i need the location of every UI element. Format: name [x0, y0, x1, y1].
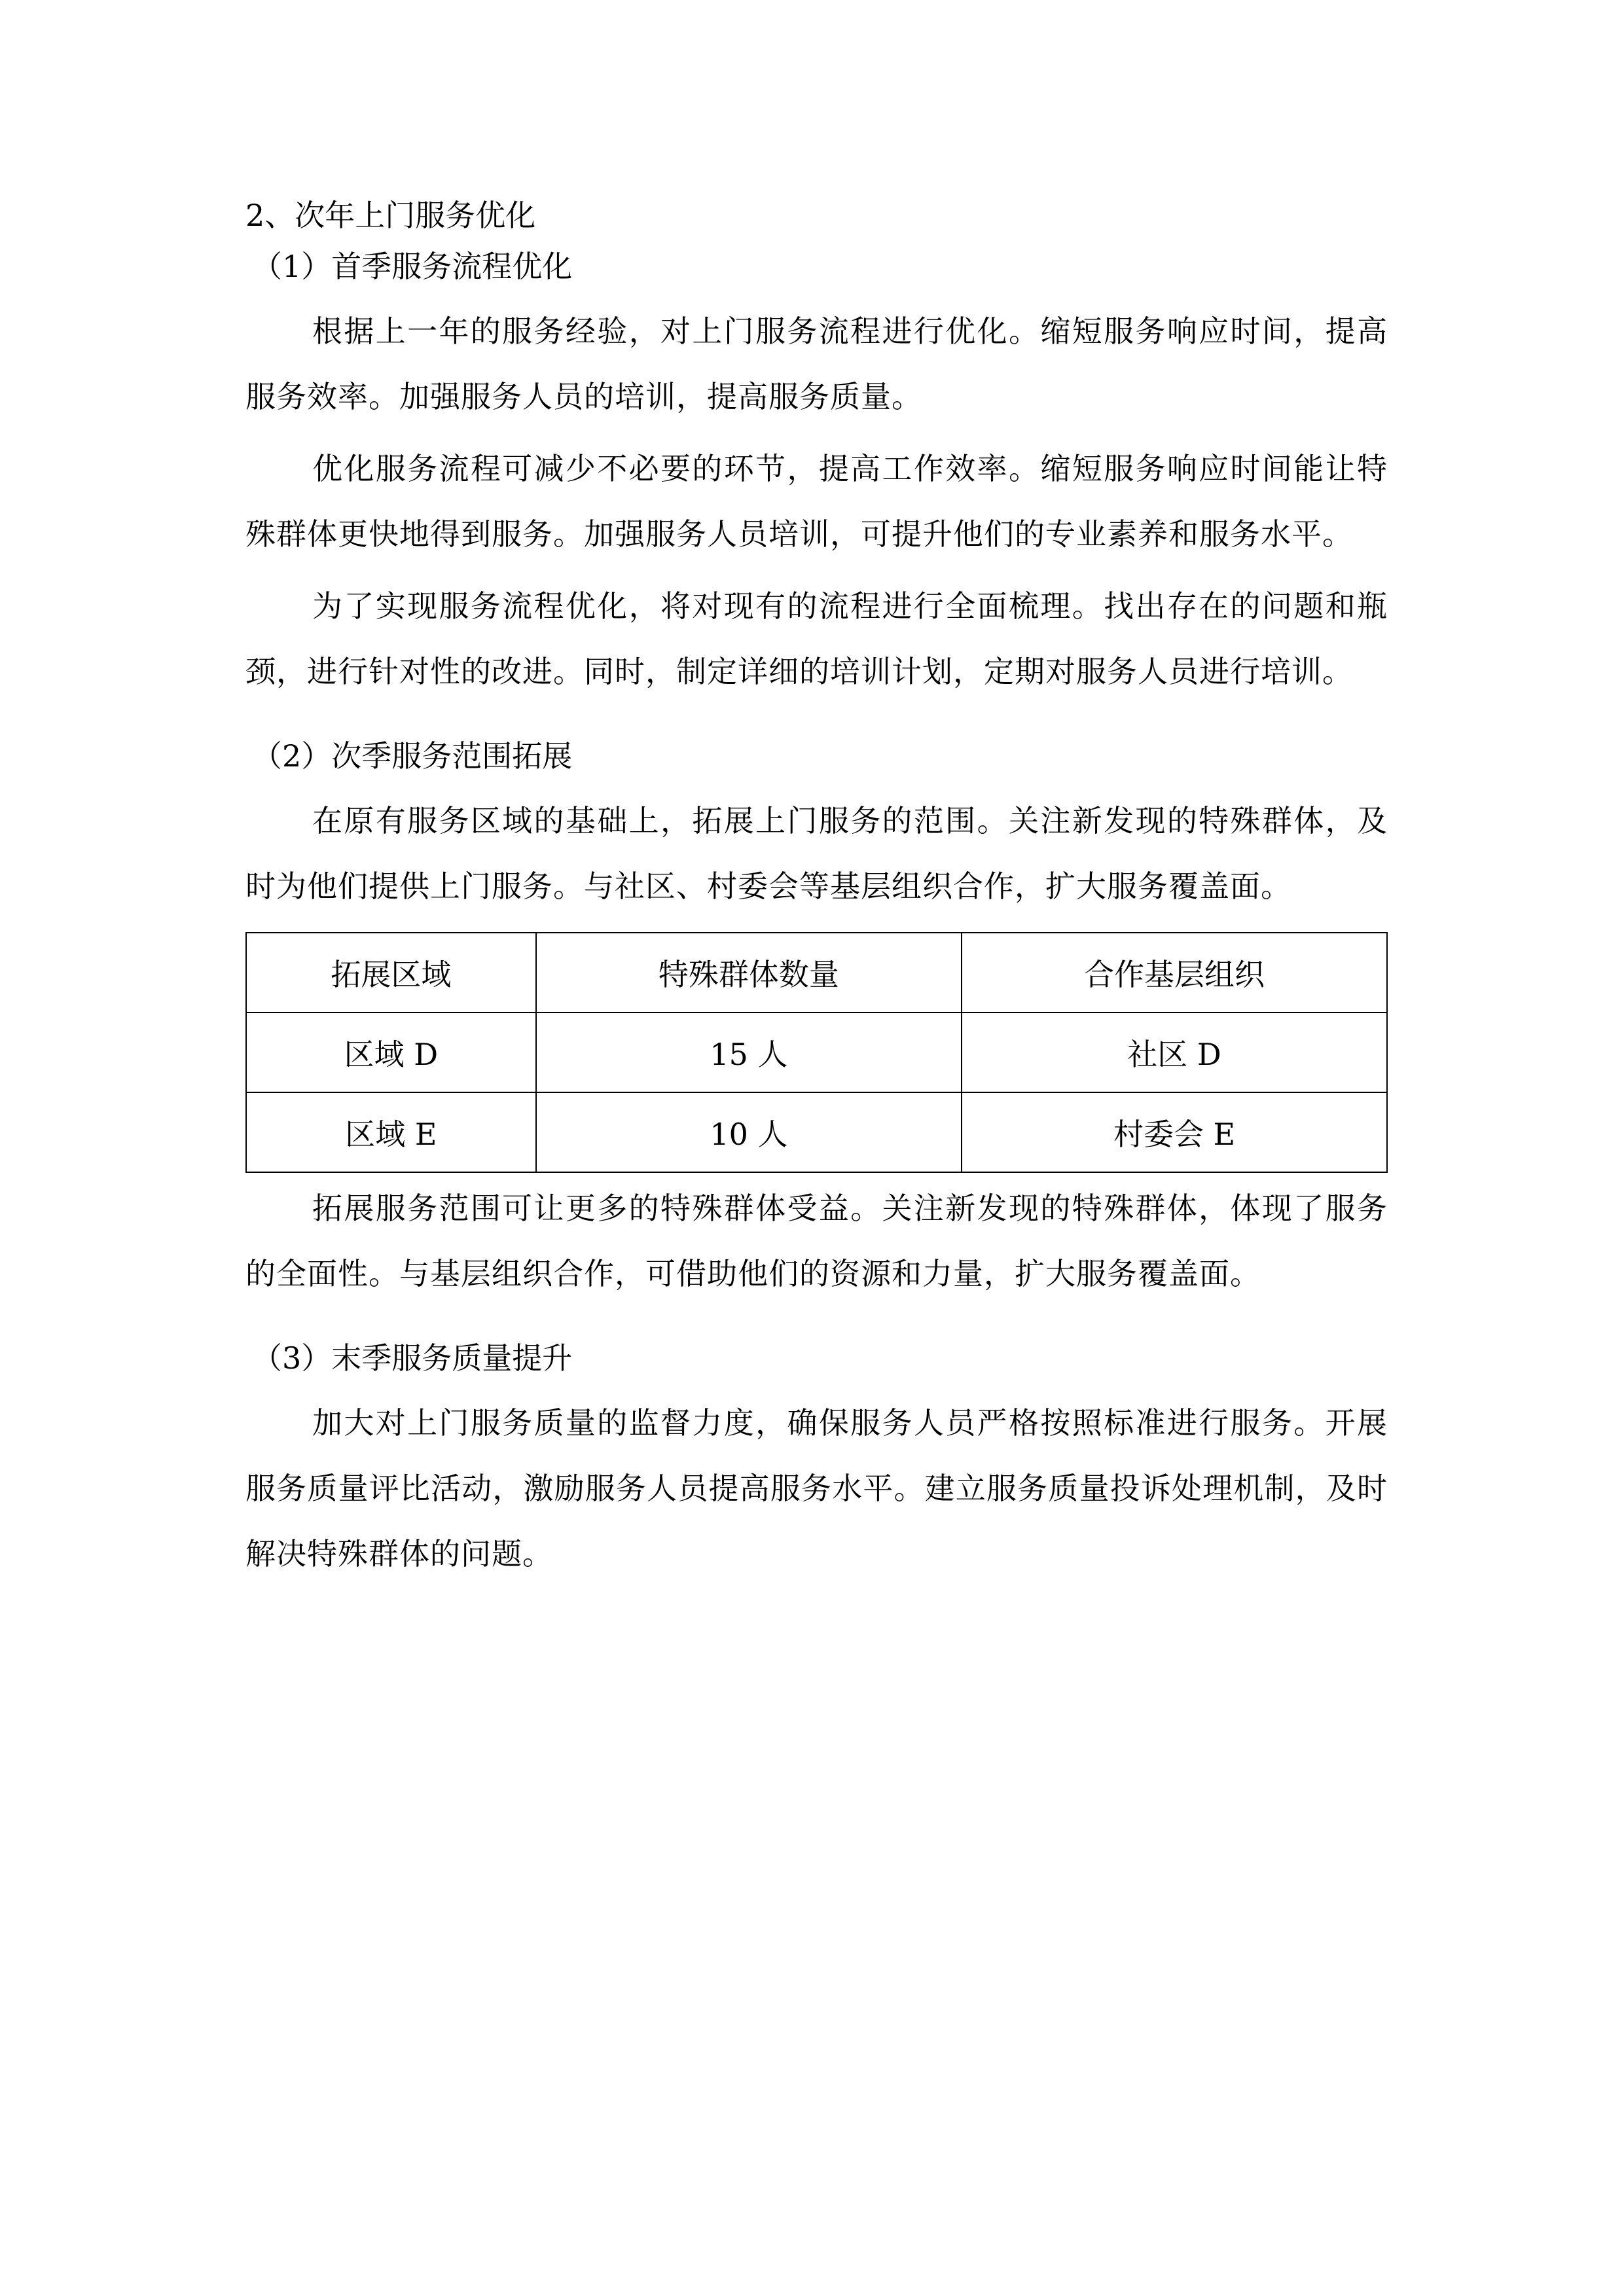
table-cell: 区域 D: [246, 1013, 536, 1092]
table-row: [246, 1092, 1387, 1172]
table-cell: 15 人: [536, 1013, 962, 1092]
document-page: [245, 190, 1388, 1587]
expansion-table: [245, 932, 1388, 1173]
table-header-row: [246, 933, 1387, 1013]
paragraph-2-1: 在原有服务区域的基础上，拓展上门服务的范围。关注新发现的特殊群体，及时为他们提供上门服务。与社区、村委会等基层组织合作，扩大服务覆盖面。: [245, 803, 1388, 904]
subsection-heading-3: （3）末季服务质量提升: [252, 1340, 573, 1376]
table-cell: 10 人: [536, 1092, 962, 1172]
table-cell: 区域 E: [246, 1092, 536, 1172]
paragraph-1-2: 优化服务流程可减少不必要的环节，提高工作效率。缩短服务响应时间能让特殊群体更快地得到服务。加强服务人员培训，可提升他们的专业素养和服务水平。: [245, 451, 1388, 552]
paragraph-2-2: 拓展服务范围可让更多的特殊群体受益。关注新发现的特殊群体，体现了服务的全面性。与基层组织合作，可借助他们的资源和力量，扩大服务覆盖面。: [245, 1191, 1388, 1291]
table-cell: 社区 D: [962, 1013, 1387, 1092]
paragraph-1-3: 为了实现服务流程优化，将对现有的流程进行全面梳理。找出存在的问题和瓶颈，进行针对性的改进。同时，制定详细的培训计划，定期对服务人员进行培训。: [245, 588, 1388, 689]
paragraph-3-1: 加大对上门服务质量的监督力度，确保服务人员严格按照标准进行服务。开展服务质量评比活动，激励服务人员提高服务水平。建立服务质量投诉处理机制，及时解决特殊群体的问题。: [245, 1405, 1388, 1571]
table-header-cell: 特殊群体数量: [536, 933, 962, 1013]
subsection-heading-2: （2）次季服务范围拓展: [252, 738, 573, 774]
table-row: [246, 1013, 1387, 1092]
section-heading: 2、次年上门服务优化: [245, 198, 536, 233]
table-header-cell: 拓展区域: [246, 933, 536, 1013]
table-header-cell: 合作基层组织: [962, 933, 1387, 1013]
subsection-heading-1: （1）首季服务流程优化: [252, 249, 573, 284]
table-cell: 村委会 E: [962, 1092, 1387, 1172]
paragraph-1-1: 根据上一年的服务经验，对上门服务流程进行优化。缩短服务响应时间，提高服务效率。加强服务人员的培训，提高服务质量。: [245, 314, 1388, 414]
